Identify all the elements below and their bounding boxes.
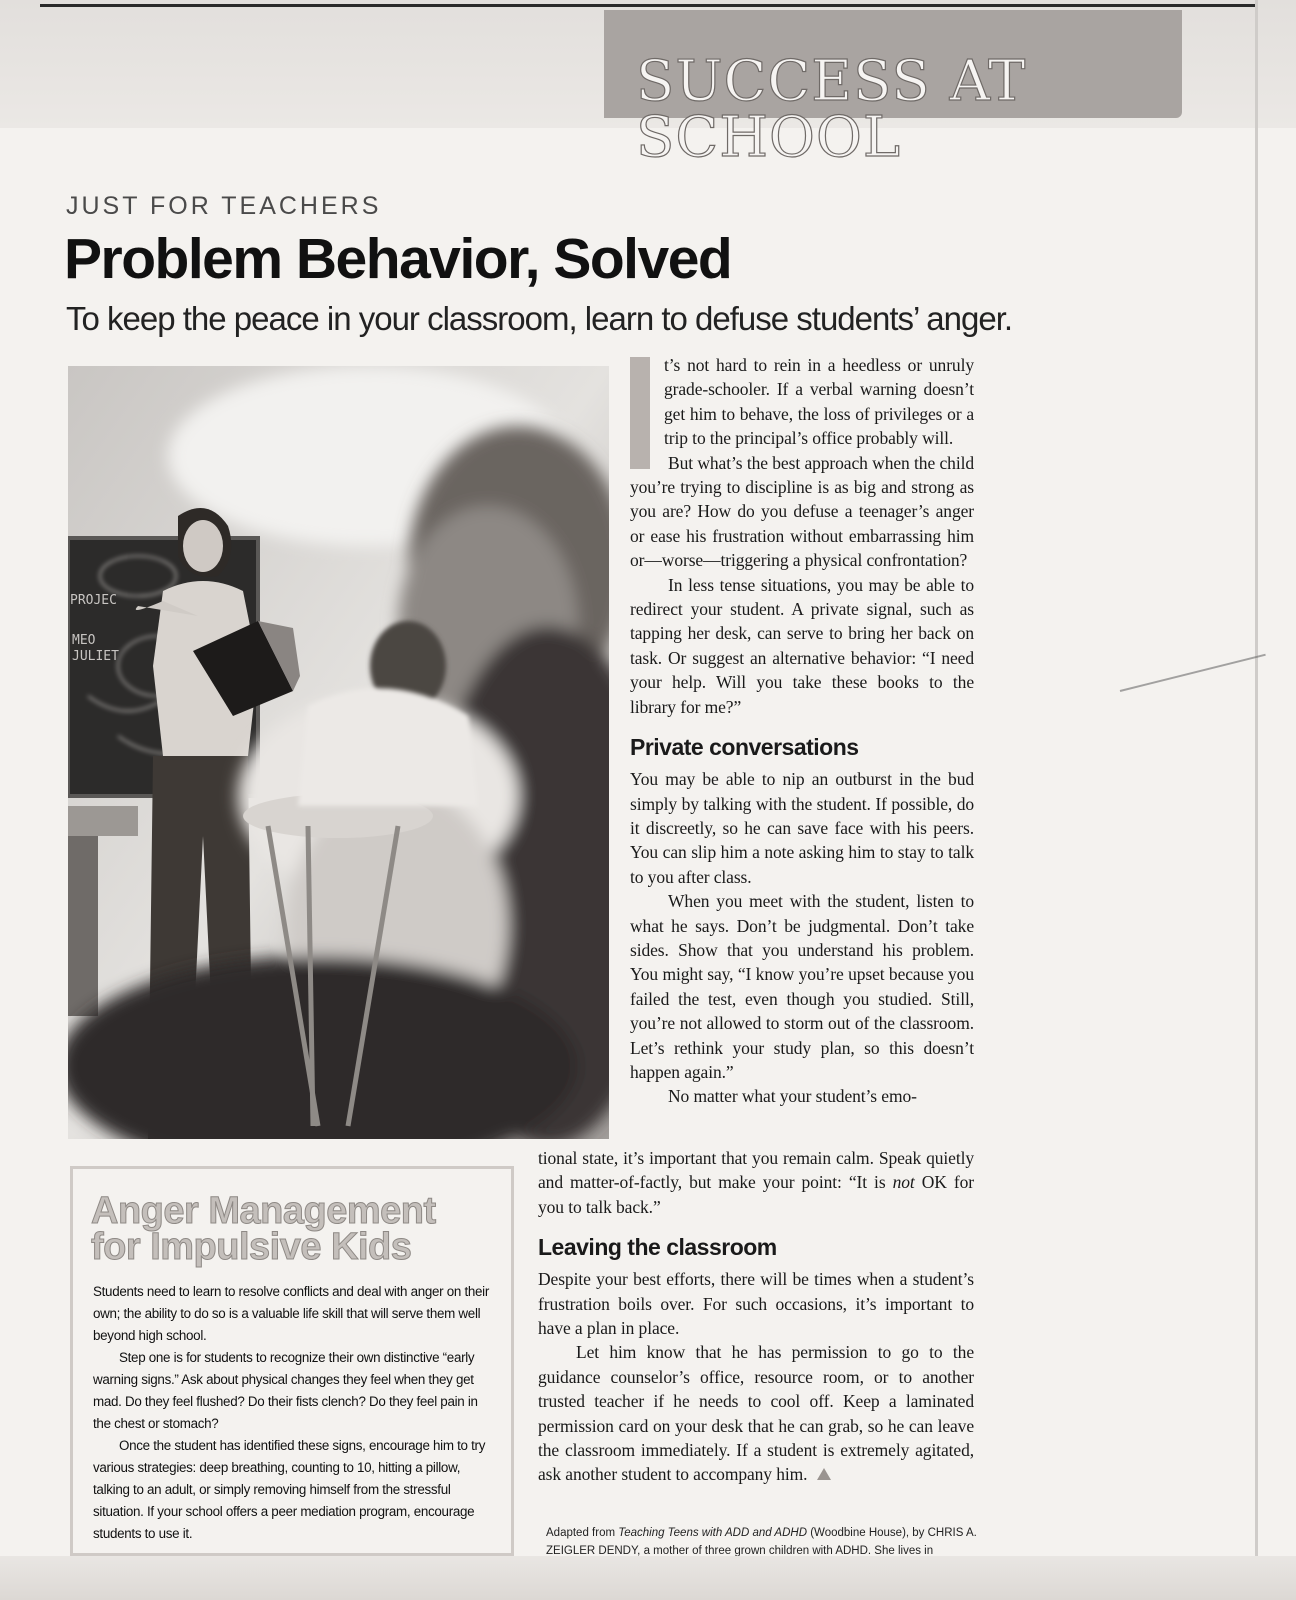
paragraph-6-start: No matter what your student’s emo- (668, 1086, 917, 1107)
paragraph-6-tail: OK for you to talk back.” (538, 1172, 974, 1217)
page-edge (1255, 0, 1258, 1600)
dropcap-block (630, 357, 650, 469)
chalk-word-1: PROJEC (70, 593, 117, 608)
paragraph-3: In less tense situations, you may be able to redirect your student. A private signal, such as tapping her desk, can serve to bring her back on task. Or suggest an alternative behavior: “I need your help. Will you take these books to the library for me?” (630, 574, 974, 717)
sidebar-paragraph-1: Students need to learn to resolve conflicts and deal with anger on their own; the ability to do so is a valuable life skill that will serve them well beyond high school. (93, 1284, 490, 1343)
paragraph-4: You may be able to nip an outburst in the bud simply by talking with the student. If possible, do it discreetly, so he can save face with his peers. You can slip him a note asking him to stay to talk to you after class. (630, 769, 974, 887)
paragraph-5: When you meet with the student, listen to what he says. Don’t be judgmental. Don’t take sides. Show that you understand his problem. You might say, “I know you’re upset because you failed the test, even though you studied. Still, you’re not allowed to storm out of the classroom. Let’s rethink your study plan, so this doesn’t happen again.” (630, 891, 974, 1082)
classroom-photo (68, 366, 609, 1139)
paragraph-8-text: Let him know that he has permission to go to the guidance counselor’s office, resource room, or to another trusted teacher if he needs to cool off. Keep a laminated permission card on your desk that he can grab, so he can leave the classroom immediately. If a student is extremely agitated, ask another student to accompany him. (538, 1342, 974, 1485)
scanner-bottom-strip (0, 1556, 1296, 1600)
sidebar-title-line-2: for Impulsive Kids (91, 1226, 412, 1268)
paragraph-8 (538, 1340, 974, 1486)
deck: To keep the peace in your classroom, learn to defuse students’ anger. (66, 300, 1013, 337)
credit-book-title: Teaching Teens with ADD and ADHD (618, 1527, 808, 1539)
article-column-lower (538, 1146, 974, 1487)
kicker: JUST FOR TEACHERS (66, 192, 382, 220)
paragraph-6-continued (538, 1146, 974, 1219)
source-credit (546, 1524, 986, 1556)
classroom-photo-illustration (68, 366, 609, 1139)
paragraph-1: t’s not hard to rein in a heedless or unruly grade-schooler. If a verbal warning doesn’t get him to behave, the loss of privileges or a trip to the principal’s office probably will. (664, 355, 974, 449)
paragraph-2: But what’s the best approach when the child you’re trying to discipline is as big and strong as you are? How do you defuse a teenager’s anger or ease his frustration without embarrassing him or—worse—triggering a physical confrontation? (630, 452, 974, 571)
chalk-word-2: MEO (72, 633, 96, 648)
pen-mark (1120, 654, 1266, 692)
section-banner-text: SUCCESS AT SCHOOL (636, 49, 1027, 170)
intro-paragraph (630, 353, 974, 451)
sidebar-body (93, 1281, 493, 1545)
paragraph-6-lead: tional state, it’s important that you remain calm. Speak quietly and matter-of-factly, but make your point: “It is (538, 1148, 974, 1193)
chalk-word-3: JULIET (72, 649, 119, 664)
sidebar-title-line-1: Anger Management (91, 1190, 436, 1232)
sidebar-box (70, 1166, 514, 1556)
sidebar-paragraph-2: Step one is for students to recognize their own distinctive “early warning signs.” Ask about physical changes they feel when they get mad. Do they feel flushed? Do their fists clench? Do they feel pain in the chest or stomach? (93, 1350, 478, 1431)
subhead-leaving-classroom: Leaving the classroom (538, 1234, 777, 1261)
paragraph-6-emphasis: not (892, 1172, 915, 1193)
credit-lead: Adapted from (546, 1527, 619, 1539)
paragraph-7: Despite your best efforts, there will be times when a student’s frustration boils over. For such occasions, it’s important to have a plan in place. (538, 1269, 974, 1339)
top-rule (40, 4, 1255, 7)
article-column-right (630, 353, 974, 1109)
credit-tail: (Woodbine House), by CHRIS A. ZEIGLER DENDY, a mother of three grown children with ADHD. She lives in (546, 1527, 977, 1556)
sidebar-title (91, 1190, 436, 1268)
subhead-private-conversations: Private conversations (630, 734, 859, 761)
end-mark-icon (817, 1468, 831, 1480)
sidebar-paragraph-3: Once the student has identified these signs, encourage him to try various strategies: deep breathing, counting to 10, hitting a pillow, talking to an adult, or simply removing himself from the stressful situation. If your school offers a peer mediation program, encourage students to use it. (93, 1438, 486, 1541)
headline: Problem Behavior, Solved (64, 227, 732, 291)
